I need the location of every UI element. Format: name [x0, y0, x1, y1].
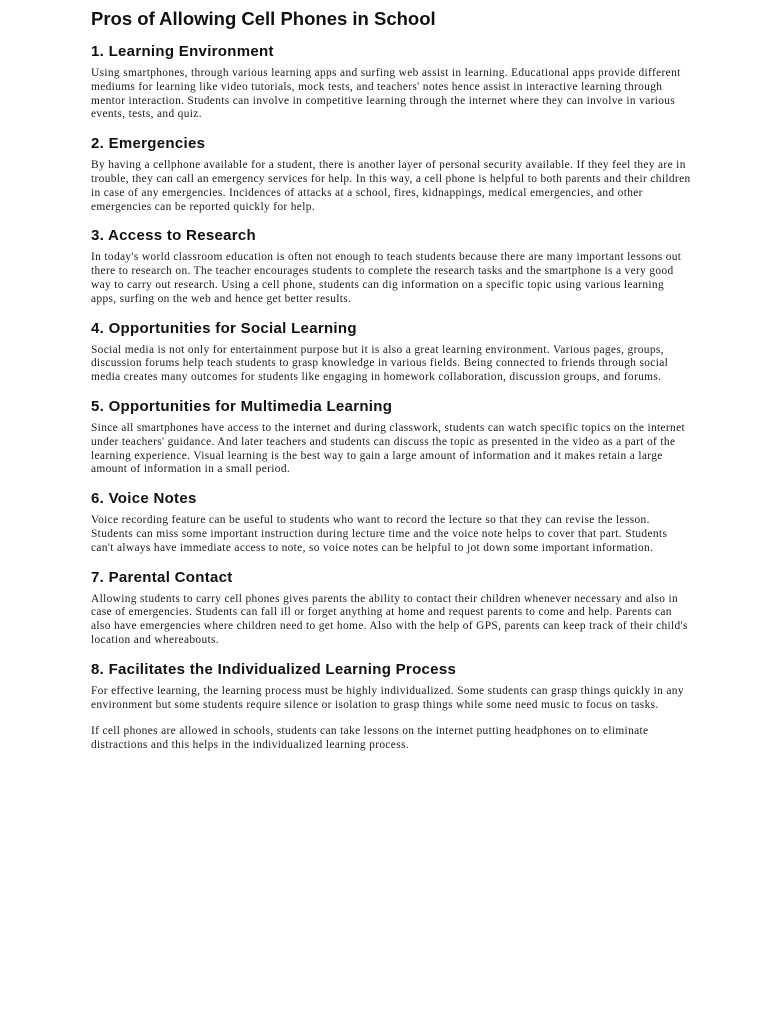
section-paragraph: Social media is not only for entertainment purpose but it is also a great learning environment. Various pages, groups, discussion forums help teach students to grasp knowledge in various fields. Being connected to friends through social media creates many outcomes for students like engaging in homework collaboration, discussion groups, and forums. — [91, 343, 669, 384]
section-individualized-learning — [91, 661, 691, 753]
section-emergencies — [91, 135, 691, 214]
section-multimedia-learning — [91, 398, 691, 477]
document-page — [91, 8, 691, 766]
section-paragraph: Allowing students to carry cell phones gives parents the ability to contact their children whenever necessary and also in case of emergencies. Students can fall ill or forget anything at home and request parents to come and help. Parents can also have emergencies where children need to get home. Also with the help of GPS, parents can keep track of their child's location and whereabouts. — [91, 592, 688, 646]
section-voice-notes — [91, 490, 691, 555]
section-parental-contact — [91, 569, 691, 648]
document-title: Pros of Allowing Cell Phones in School — [91, 8, 436, 29]
section-learning-environment — [91, 43, 691, 122]
section-heading: 7. Parental Contact — [91, 568, 233, 586]
section-heading: 3. Access to Research — [91, 227, 257, 245]
section-paragraph: Voice recording feature can be useful to students who want to record the lecture so that they can revise the lesson. Students can miss some important instruction during lecture time and the voice note helps to cover that part. Students can't always have immediate access to note, so voice notes can be helpful to jot down some important information. — [91, 514, 668, 554]
section-heading: 1. Learning Environment — [91, 43, 274, 60]
section-paragraph: In today's world classroom education is often not enough to teach students because there are many important lessons out there to research on. The teacher encourages students to complete the research tasks and the smartphone is a very good way to carry out research. Using a cell phone, students can dig information on a specific topic using various learning apps, surfing on the web and hence get better results. — [91, 251, 682, 305]
section-access-to-research — [91, 227, 691, 306]
section-social-learning — [91, 320, 691, 385]
section-heading: 4. Opportunities for Social Learning — [91, 319, 357, 337]
section-heading: 8. Facilitates the Individualized Learning Process — [91, 660, 457, 678]
section-paragraph: By having a cellphone available for a student, there is another layer of personal security available. If they feel they are in trouble, they can call an emergency services for help. In this way, a cell phone is helpful to both parents and their children in case of any emergencies. Incidences of attacks at a school, fires, kidnappings, medical emergencies, and other emergencies can be reported quickly for help. — [91, 159, 691, 213]
section-paragraph: Since all smartphones have access to the internet and during classwork, students can watch specific topics on the internet under teachers' guidance. And later teachers and students can discuss the topic as presented in the video as a part of the learning experience. Visual learning is the best way to gain a large amount of information and it makes retain a large amount of information in a small period. — [91, 421, 686, 476]
section-paragraph: If cell phones are allowed in schools, students can take lessons on the internet putting headphones on to eliminate distractions and this helps in the individualized learning process. — [91, 725, 649, 752]
section-paragraph: Using smartphones, through various learning apps and surfing web assist in learning. Educational apps provide different mediums for learning like video tutorials, mock tests, and teachers' notes hence assist in interactive learning through mentor interaction. Students can involve in competitive learning through the internet where they can involve in various events, tests, and quiz. — [91, 67, 681, 121]
section-heading: 5. Opportunities for Multimedia Learning — [91, 397, 393, 415]
section-heading: 6. Voice Notes — [91, 490, 197, 508]
section-paragraph: For effective learning, the learning process must be highly individualized. Some students can grasp things quickly in any environment but some students require silence or isolation to grasp things while some need music to focus on tasks. — [91, 684, 684, 711]
section-heading: 2. Emergencies — [91, 135, 206, 153]
